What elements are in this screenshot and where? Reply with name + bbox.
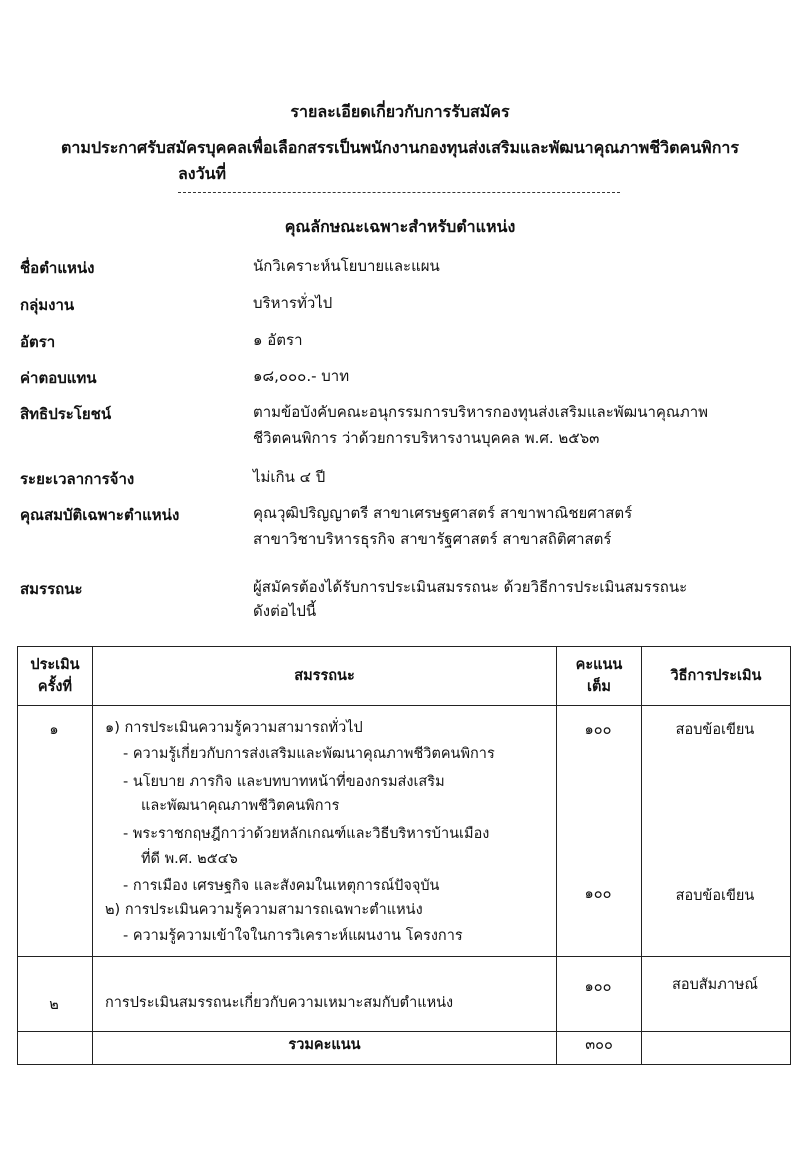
benefit-line-2: ชีวิตคนพิการ ว่าด้วยการบริหารงานบุคคล พ.ศ. ๒๕๖๓: [253, 429, 600, 447]
benefit-line-1: ตามข้อบังคับคณะอนุกรรมการบริหารกองทุนส่งเสริมและพัฒนาคุณภาพ: [253, 403, 709, 421]
qualification-label: คุณสมบัติเฉพาะตำแหน่ง: [20, 506, 180, 524]
competency-line-1: ผู้สมัครต้องได้รับการประเมินสมรรถนะ ด้วยวิธีการประเมินสมรรถนะ: [253, 578, 688, 596]
position-value: นักวิเคราะห์นโยบายและแผน: [253, 257, 440, 275]
table-row: [18, 706, 791, 957]
method-cell: สอบข้อเขียน สอบข้อเขียน: [642, 706, 791, 957]
competency-line: ๑) การประเมินความรู้ความสามารถทั่วไป: [105, 720, 363, 736]
total-row: [18, 1032, 791, 1065]
competency-line: ๒) การประเมินความรู้ความสามารถเฉพาะตำแหน่ง: [105, 902, 423, 918]
group-label: กลุ่มงาน: [20, 296, 75, 314]
header-score: คะแนน เต็ม: [557, 647, 642, 706]
competency-cell: [93, 706, 557, 957]
method-cell: สอบสัมภาษณ์: [642, 957, 791, 1032]
round-cell: ๑: [18, 706, 93, 957]
competency-line: ที่ดี พ.ศ. ๒๕๔๖: [141, 851, 238, 867]
duration-label: ระยะเวลาการจ้าง: [20, 470, 135, 488]
rate-value: ๑ อัตรา: [253, 331, 303, 349]
round-cell: ๒: [18, 957, 93, 1032]
competency-table: [17, 646, 791, 1065]
total-value: ๓๐๐: [557, 1032, 642, 1065]
total-empty-cell: [18, 1032, 93, 1065]
competency-cell: การประเมินสมรรถนะเกี่ยวกับความเหมาะสมกับตำแหน่ง: [93, 957, 557, 1032]
dotted-divider: [178, 192, 620, 193]
header-method: วิธีการประเมิน: [642, 647, 791, 706]
pay-label: ค่าตอบแทน: [20, 369, 97, 387]
doc-title: รายละเอียดเกี่ยวกับการรับสมัคร: [290, 102, 510, 121]
total-method-empty: [642, 1032, 791, 1065]
duration-value: ไม่เกิน ๔ ปี: [253, 468, 326, 486]
competency-line-2: ดังต่อไปนี้: [253, 602, 317, 620]
qualification-line-2: สาขาวิชาบริหารธุรกิจ สาขารัฐศาสตร์ สาขาสถิติศาสตร์: [253, 530, 612, 548]
competency-line: และพัฒนาคุณภาพชีวิตคนพิการ: [141, 798, 340, 814]
qualification-line-1: คุณวุฒิปริญญาตรี สาขาเศรษฐศาสตร์ สาขาพาณิชยศาสตร์: [253, 504, 633, 522]
score-cell: ๑๐๐: [557, 957, 642, 1032]
position-label: ชื่อตำแหน่ง: [20, 259, 95, 277]
competency-line: - ความรู้เกี่ยวกับการส่งเสริมและพัฒนาคุณภาพชีวิตคนพิการ: [123, 746, 495, 762]
section-title: คุณลักษณะเฉพาะสำหรับตำแหน่ง: [284, 217, 516, 236]
total-label: รวมคะแนน: [93, 1032, 557, 1065]
doc-subtitle: ตามประกาศรับสมัครบุคคลเพื่อเลือกสรรเป็นพนักงานกองทุนส่งเสริมและพัฒนาคุณภาพชีวิตคนพิการ: [61, 138, 739, 157]
header-competency: สมรรถนะ: [93, 647, 557, 706]
rate-label: อัตรา: [20, 333, 56, 351]
benefit-label: สิทธิประโยชน์: [20, 405, 112, 423]
competency-line: - ความรู้ความเข้าใจในการวิเคราะห์แผนงาน โครงการ: [123, 928, 463, 944]
header-round: ประเมิน ครั้งที่: [18, 647, 93, 706]
table-row: [18, 957, 791, 1032]
competency-line: - พระราชกฤษฎีกาว่าด้วยหลักเกณฑ์และวิธีบริหารบ้านเมือง: [123, 826, 490, 842]
competency-line: - การเมือง เศรษฐกิจ และสังคมในเหตุการณ์ปัจจุบัน: [123, 878, 440, 894]
competency-line: - นโยบาย ภารกิจ และบทบาทหน้าที่ของกรมส่งเสริม: [123, 774, 445, 790]
date-label: ลงวันที่: [178, 164, 227, 183]
pay-value: ๑๘,๐๐๐.- บาท: [253, 367, 350, 385]
score-cell: ๑๐๐ ๑๐๐: [557, 706, 642, 957]
competency-label: สมรรถนะ: [20, 580, 83, 598]
group-value: บริหารทั่วไป: [253, 294, 333, 312]
table-header-row: [18, 647, 791, 706]
